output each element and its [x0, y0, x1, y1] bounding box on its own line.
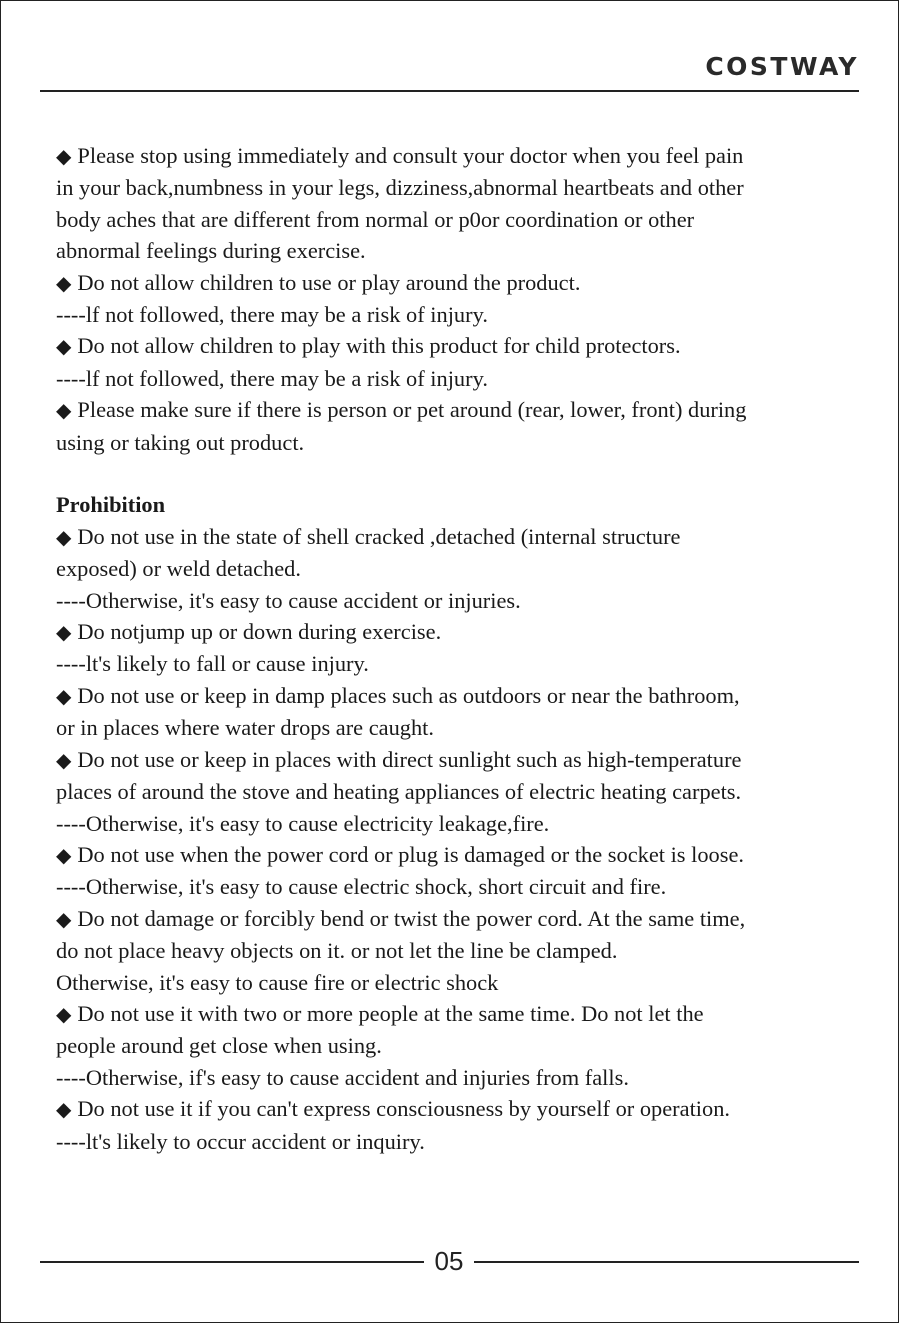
- bullet-line: [56, 140, 849, 172]
- text: Do not use or keep in damp places such as outdoors or near the bathroom,: [77, 682, 740, 708]
- bullet-line: [56, 267, 849, 299]
- text-line: people around get close when using.: [56, 1033, 382, 1059]
- diamond-bullet-icon: ◆: [56, 398, 72, 423]
- note-line: ----Otherwise, it's easy to cause accident or injuries.: [56, 587, 521, 613]
- text: Do notjump up or down during exercise.: [77, 619, 442, 645]
- text-line: do not place heavy objects on it. or not let the line be clamped.: [56, 938, 618, 964]
- diamond-bullet-icon: ◆: [56, 906, 72, 931]
- text-line: places of around the stove and heating appliances of electric heating carpets.: [56, 779, 742, 805]
- diamond-bullet-icon: ◆: [56, 620, 72, 645]
- note-line: ----Otherwise, it's easy to cause electric shock, short circuit and fire.: [56, 874, 667, 900]
- bullet-line: [56, 839, 849, 871]
- diamond-bullet-icon: ◆: [56, 842, 72, 867]
- bullet-line: [56, 521, 849, 553]
- text-line: in your back,numbness in your legs, dizziness,abnormal heartbeats and other: [56, 175, 744, 201]
- text: Do not use or keep in places with direct sunlight such as high-temperature: [77, 746, 742, 772]
- bullet-line: [56, 394, 849, 426]
- footer-rule-right: [474, 1261, 859, 1263]
- page-number: 05: [434, 1246, 464, 1276]
- bullet-line: [56, 680, 849, 712]
- bullet-line: [56, 616, 849, 648]
- text-line: or in places where water drops are caught.: [56, 715, 434, 741]
- bullet-line: [56, 903, 849, 935]
- section-heading: Prohibition: [56, 492, 166, 518]
- note-line: ----lf not followed, there may be a risk of injury.: [56, 365, 488, 391]
- page-content: [56, 140, 849, 1157]
- footer-rule-left: [40, 1261, 424, 1263]
- bullet-line: [56, 1093, 849, 1125]
- text: Do not use in the state of shell cracked ,detached (internal structure: [77, 523, 681, 549]
- text: Do not damage or forcibly bend or twist the power cord. At the same time,: [77, 905, 746, 931]
- text: Do not allow children to play with this product for child protectors.: [77, 333, 681, 359]
- text: Do not use when the power cord or plug is damaged or the socket is loose.: [77, 841, 744, 867]
- note-line: ----lt's likely to occur accident or inquiry.: [56, 1128, 425, 1154]
- text: Do not use it with two or more people at the same time. Do not let the: [77, 1000, 704, 1026]
- note-line: ----Otherwise, if's easy to cause accident and injuries from falls.: [56, 1064, 629, 1090]
- diamond-bullet-icon: ◆: [56, 144, 72, 168]
- text: Do not use it if you can't express consciousness by yourself or operation.: [77, 1096, 730, 1122]
- note-line: Otherwise, it's easy to cause fire or electric shock: [56, 969, 499, 995]
- diamond-bullet-icon: ◆: [56, 683, 72, 708]
- bullet-line: [56, 330, 849, 362]
- text: Do not allow children to use or play around the product.: [77, 269, 581, 295]
- text-line: using or taking out product.: [56, 429, 305, 455]
- note-line: ----lf not followed, there may be a risk of injury.: [56, 302, 488, 328]
- spacer: [56, 458, 849, 489]
- diamond-bullet-icon: ◆: [56, 270, 72, 295]
- text-line: exposed) or weld detached.: [56, 556, 301, 582]
- diamond-bullet-icon: ◆: [56, 524, 72, 549]
- header-rule: [40, 90, 859, 92]
- brand-logo: COSTWAY: [705, 52, 859, 81]
- diamond-bullet-icon: ◆: [56, 1097, 72, 1122]
- note-line: ----Otherwise, it's easy to cause electricity leakage,fire.: [56, 810, 550, 836]
- diamond-bullet-icon: ◆: [56, 747, 72, 772]
- bullet-line: [56, 744, 849, 776]
- diamond-bullet-icon: ◆: [56, 1001, 72, 1026]
- text: Please stop using immediately and consult your doctor when you feel pain: [77, 143, 744, 168]
- text: Please make sure if there is person or pet around (rear, lower, front) during: [77, 397, 747, 423]
- diamond-bullet-icon: ◆: [56, 334, 72, 359]
- text-line: body aches that are different from normal or p0or coordination or other: [56, 206, 695, 232]
- bullet-line: [56, 998, 849, 1030]
- text-line: abnormal feelings during exercise.: [56, 238, 366, 264]
- note-line: ----lt's likely to fall or cause injury.: [56, 651, 369, 677]
